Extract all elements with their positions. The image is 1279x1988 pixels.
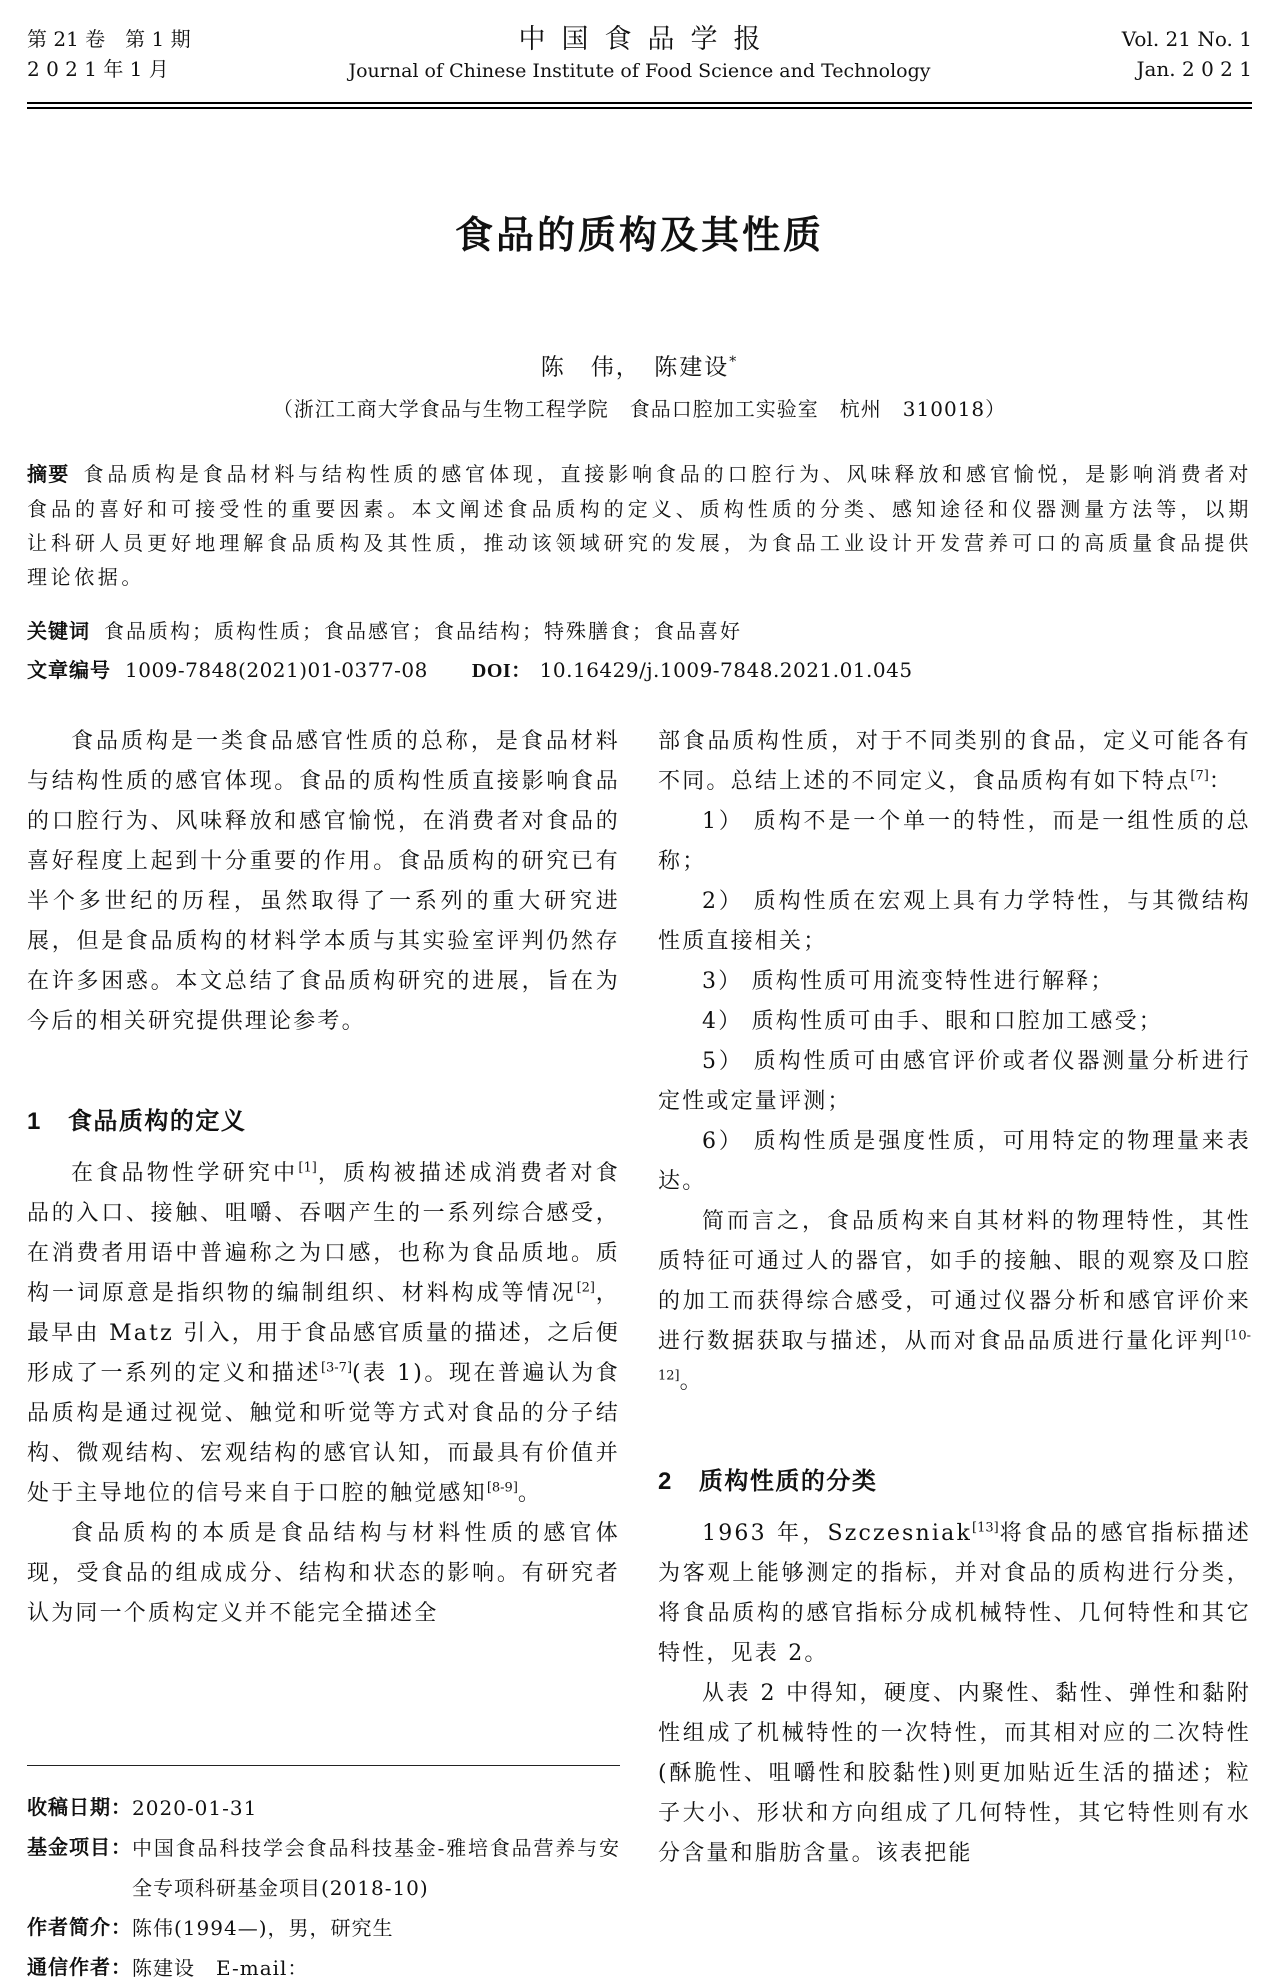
body-paragraph [658, 1674, 1251, 1874]
paragraph-text: 部食品质构性质，对于不同类别的食品，定义可能各有不同。总结上述的不同定义，食品质构有如下特点 [658, 728, 1251, 794]
body-paragraph [27, 1154, 620, 1514]
paragraph-text: 从表 2 中得知，硬度、内聚性、黏性、弹性和黏附性组成了机械特性的一次特性，而其相对应的二次特性(酥脆性、咀嚼性和胶黏性)则更加贴近生活的描述；粒子大小、形状和方向组成了几何特性，其它特性则有水分含量和脂肪含量。该表把能 [658, 1680, 1251, 1866]
paragraph-text: 4） 质构性质可由手、眼和口腔加工感受； [702, 1008, 1163, 1034]
body-columns [27, 722, 1252, 1988]
paragraph-text: 3） 质构性质可用流变特性进行解释； [702, 968, 1115, 994]
paragraph-text: 1963 年，Szczesniak [702, 1520, 973, 1546]
abstract-label: 摘要 [27, 463, 70, 486]
article-title: 食品的质构及其性质 [454, 215, 824, 257]
paragraph-text: 食品质构是一类食品感官性质的总称，是食品材料与结构性质的感官体现。食品的质构性质直接影响食品的口腔行为、风味释放和感官愉悦，在消费者对食品的喜好程度上起到十分重要的作用。食品质构的研究已有半个多世纪的历程，虽然取得了一系列的重大研究进展，但是食品质构的材料学本质与其实验室评判仍然存在许多困惑。本文总结了食品质构研究的进展，旨在为今后的相关研究提供理论参考。 [27, 728, 620, 1034]
citation-ref: [1] [298, 1160, 317, 1176]
body-paragraph [27, 1514, 620, 1634]
footnote-label: 收稿日期： [27, 1796, 132, 1819]
header-date-en: Jan. 2 0 2 1 [1136, 57, 1252, 81]
body-paragraph [658, 1002, 1251, 1042]
corresponding-author-mark: * [729, 354, 739, 370]
paragraph-text: ，最早由 Matz 引入，用于食品感官质量的描述，之后便形成了一系列的定义和描述 [27, 1280, 620, 1386]
footnote-label: 作者简介： [27, 1916, 132, 1939]
footnote-item [27, 1788, 620, 1828]
body-paragraph [658, 882, 1251, 962]
paragraph-text: ，质构被描述成消费者对食品的入口、接触、咀嚼、吞咽产生的一系列综合感受，在消费者用语中普遍称之为口感，也称为食品质地。质构一词原意是指织物的编制组织、材料构成等情况 [27, 1160, 620, 1306]
citation-ref: [8-9] [486, 1480, 518, 1496]
footnote-item [27, 1828, 620, 1908]
footnote-item [27, 1948, 620, 1988]
section-heading [27, 1102, 620, 1142]
paragraph-text: 1） 质构不是一个单一的特性，而是一组性质的总称； [658, 808, 1251, 874]
footnote-text: 2020-01-31 [132, 1795, 258, 1820]
body-paragraph [658, 802, 1251, 882]
footnote-text: 中国食品科技学会食品科技基金-雅培食品营养与安全专项科研基金项目(2018-10) [132, 1835, 620, 1900]
paragraph-text: 简而言之，食品质构来自其材料的物理特性，其性质特征可通过人的器官，如手的接触、眼的观察及口腔的加工而获得综合感受，可通过仪器分析和感官评价来进行数据获取与描述，从而对食品品质进行量化评判 [658, 1208, 1251, 1354]
right-column [658, 722, 1251, 1988]
affiliation: （浙江工商大学食品与生物工程学院 食品口腔加工实验室 杭州 310018） [272, 396, 1007, 421]
journal-title-en: Journal of Chinese Institute of Food Science and Technology [348, 60, 931, 82]
article-no-value: 1009-7848(2021)01-0377-08 [125, 657, 428, 682]
citation-ref: [2] [576, 1280, 596, 1296]
section-heading [658, 1462, 1251, 1502]
abstract-block [27, 457, 1252, 594]
header-center [27, 24, 1252, 86]
abstract-text: 食品质构是食品材料与结构性质的感官体现，直接影响食品的口腔行为、风味释放和感官愉悦，是影响消费者对食品的喜好和可接受性的重要因素。本文阐述食品质构的定义、质构性质的分类、感知途径和仪器测量方法等，以期让科研人员更好地理解食品质构及其性质，推动该领域研究的发展，为食品工业设计开发营养可口的高质量食品提供理论依据。 [27, 461, 1253, 589]
body-paragraph [658, 722, 1251, 802]
paragraph-text: 。 [517, 1480, 543, 1506]
citation-ref: [13] [972, 1520, 999, 1536]
section-number: 1 [27, 1107, 42, 1135]
left-column [27, 722, 620, 1988]
body-paragraph [658, 1514, 1251, 1674]
citation-ref: [3-7] [320, 1360, 353, 1376]
body-paragraph [658, 1122, 1251, 1202]
paragraph-text: 6） 质构性质是强度性质，可用特定的物理量来表达。 [658, 1128, 1251, 1194]
header-double-rule [27, 102, 1252, 109]
keywords-block [27, 616, 1252, 647]
paragraph-text: 食品质构的本质是食品结构与材料性质的感官体现，受食品的组成成分、结构和状态的影响。有研究者认为同一个质构定义并不能完全描述全 [27, 1520, 620, 1626]
section-title: 食品质构的定义 [67, 1107, 247, 1135]
header-right [1122, 24, 1252, 84]
header-volume-cn: 第 21 卷 第 1 期 [27, 27, 191, 51]
doi-value: 10.16429/j.1009-7848.2021.01.045 [539, 657, 913, 682]
body-paragraph [658, 1042, 1251, 1122]
author-names: 陈 伟， 陈建设 [540, 354, 730, 381]
paragraph-text: ： [1208, 768, 1234, 794]
header-volume-en: Vol. 21 No. 1 [1121, 27, 1252, 51]
paragraph-text: 在食品物性学研究中 [71, 1160, 299, 1186]
paragraph-text: 5） 质构性质可由感官评价或者仪器测量分析进行定性或定量评测； [658, 1048, 1251, 1114]
footnote-block [27, 1765, 620, 1988]
footnote-text: 陈建设 E-mail： [132, 1955, 309, 1980]
article-no-label: 文章编号 [27, 659, 111, 682]
section-title: 质构性质的分类 [698, 1467, 878, 1495]
keywords-label: 关键词 [27, 620, 90, 643]
journal-title-cn: 中国食品学报 [518, 24, 777, 55]
paragraph-text: (表 1)。现在普遍认为食品质构是通过视觉、触觉和听觉等方式对食品的分子结构、微观结构、宏观结构的感官认知，而最具有价值并处于主导地位的信号来自于口腔的触觉感知 [27, 1360, 621, 1506]
authors-line [27, 347, 1252, 383]
footnote-list [27, 1788, 620, 1988]
footnote-divider [27, 1765, 620, 1766]
keywords-text: 食品质构；质构性质；食品感官；食品结构；特殊膳食；食品喜好 [104, 618, 742, 643]
body-paragraph [658, 1202, 1251, 1402]
paragraph-text: 将食品的感官指标描述为客观上能够测定的指标，并对食品的质构进行分类，将食品质构的感官指标分成机械特性、几何特性和其它特性，见表 2。 [658, 1520, 1251, 1666]
footnote-label: 基金项目： [27, 1836, 132, 1859]
body-paragraph [658, 962, 1251, 1002]
paragraph-text: 。 [679, 1368, 704, 1394]
citation-ref: [7] [1190, 768, 1209, 784]
section-number: 2 [658, 1467, 673, 1495]
paragraph-text: 2） 质构性质在宏观上具有力学特性，与其微结构性质直接相关； [658, 888, 1251, 954]
body-paragraph [27, 722, 620, 1042]
citation-ref: [10-12] [658, 1328, 1251, 1384]
page-header [27, 24, 1252, 88]
article-no-block [27, 655, 1252, 686]
footnote-item [27, 1908, 620, 1948]
footnote-label: 通信作者： [27, 1956, 132, 1979]
footnote-text: 陈伟(1994—)，男，研究生 [132, 1915, 394, 1940]
doi-label: DOI： [471, 659, 532, 682]
header-date-cn: 2 0 2 1 年 1 月 [27, 57, 169, 81]
